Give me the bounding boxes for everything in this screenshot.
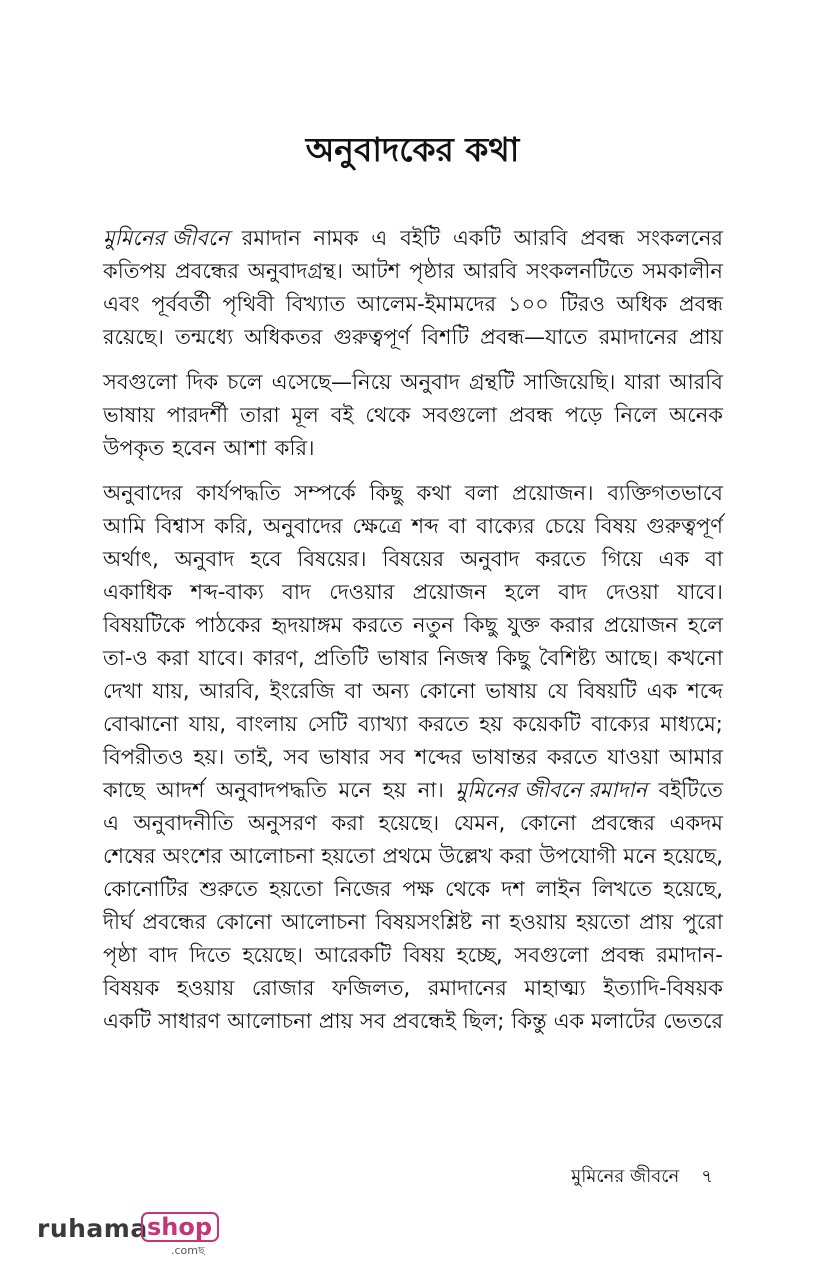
word: যাবে। xyxy=(677,580,723,604)
text-line xyxy=(103,1005,723,1038)
word: বিশটি xyxy=(421,325,469,349)
word: কখনো xyxy=(667,646,723,670)
word: মূল xyxy=(291,403,319,427)
word: আরবি xyxy=(463,259,518,283)
word: বিষয়টিকে xyxy=(103,613,186,637)
word: প্রায় xyxy=(688,325,723,349)
word: বা xyxy=(344,679,363,703)
word: প্রবন্ধ xyxy=(508,403,553,427)
word: বইটিতে xyxy=(658,778,723,802)
word: সেটি xyxy=(307,712,348,736)
word: করা xyxy=(331,811,364,835)
word: প্রবন্ধেই xyxy=(392,1009,456,1033)
italic-book-title: মুমিনের জীবনে রমাদান xyxy=(455,778,648,802)
word: রমাদানের xyxy=(427,976,507,1000)
word: আলোচনা xyxy=(227,1009,312,1033)
word: বাক্যের xyxy=(591,712,650,736)
word: শুরুতে xyxy=(199,877,258,901)
text-line xyxy=(103,366,723,399)
word: এ xyxy=(103,811,119,835)
text-line xyxy=(103,939,723,972)
word: ছিল; xyxy=(462,1009,505,1033)
word: সব xyxy=(283,745,310,769)
word: হয়তো xyxy=(321,844,376,868)
word: ভাষার xyxy=(318,745,370,769)
word: বাদ xyxy=(148,943,178,967)
word: তন্মধ্যে xyxy=(175,325,234,349)
word: এক xyxy=(646,679,678,703)
text-line xyxy=(103,807,723,840)
word: অনুবাদ xyxy=(460,547,520,571)
word: হয় xyxy=(382,778,407,802)
word: আছে। xyxy=(605,646,659,670)
word: কোনোটির xyxy=(103,877,189,901)
word: নামক xyxy=(313,226,359,250)
word: বিপরীতও xyxy=(103,745,184,769)
word: প্রয়োজন xyxy=(603,613,678,637)
word: প্রবন্ধ xyxy=(600,943,645,967)
word: দিতে xyxy=(189,943,231,967)
word: মাহাত্ম্য xyxy=(524,976,586,1000)
word: ভেতরে xyxy=(663,1009,723,1033)
word: পুরো xyxy=(682,910,723,934)
word: আটশ xyxy=(351,259,401,283)
word: অনুবাদ xyxy=(400,370,460,394)
word: ভাষায় xyxy=(485,679,538,703)
word: নতুন xyxy=(412,613,454,637)
word: ব্যক্তিগতভাবে xyxy=(607,481,723,505)
word: বাদ xyxy=(282,580,311,604)
page-number: ৭ xyxy=(701,1166,713,1187)
word: হৃদয়াঙ্গম xyxy=(271,613,343,637)
word: সব xyxy=(379,745,406,769)
word: যায়, xyxy=(152,679,190,703)
word: করি। xyxy=(274,436,315,460)
word: বা xyxy=(705,547,723,571)
text-line xyxy=(103,477,723,510)
text-line xyxy=(103,708,723,741)
word: সবগুলো xyxy=(422,403,497,427)
word: লিখতে xyxy=(592,877,653,901)
text-line xyxy=(103,972,723,1005)
word: ১০০ xyxy=(507,292,549,316)
word: কার্যপদ্ধতি xyxy=(196,481,281,505)
word: মনে xyxy=(623,844,657,868)
word: সবগুলো xyxy=(103,370,178,394)
word: বিষয় xyxy=(594,514,637,538)
word: উল্লেখ xyxy=(438,844,493,868)
word: আলোচনা xyxy=(229,844,315,868)
word: তাই, xyxy=(234,745,274,769)
word: কাছে xyxy=(103,778,145,802)
logo-domain: .comছ xyxy=(171,1244,205,1257)
word: বাংলায় xyxy=(236,712,298,736)
word: দেওয়ার xyxy=(329,580,395,604)
word: অধিকতর xyxy=(244,325,323,349)
word: আশা xyxy=(223,436,267,460)
word: রমাদান xyxy=(241,226,301,250)
text-line xyxy=(103,321,723,354)
word: বিষয়টি xyxy=(577,679,637,703)
word: পক্ষ xyxy=(402,877,434,901)
word: অধিক xyxy=(616,292,668,316)
text-line xyxy=(103,510,723,543)
word: গুরুত্বপূর্ণ xyxy=(333,325,411,349)
word: একটি xyxy=(452,226,502,250)
text-line xyxy=(103,288,723,321)
word: হলে xyxy=(687,613,723,637)
word: আরবি xyxy=(513,226,568,250)
word: এক xyxy=(658,547,690,571)
word: আরেকটি xyxy=(314,943,392,967)
word: আলেম-ইমামদের xyxy=(356,292,497,316)
word: হলে xyxy=(504,580,540,604)
text-line xyxy=(103,399,723,432)
word: বলা xyxy=(464,481,499,505)
word: কিছু xyxy=(496,646,530,670)
word: শব্দ-বাক্য xyxy=(190,580,264,604)
word: সংকলনের xyxy=(637,226,723,250)
word: শব্দ xyxy=(411,514,439,538)
word: বিষয়ের xyxy=(382,547,445,571)
word: প্রবন্ধ xyxy=(679,292,723,316)
text-line xyxy=(103,543,723,576)
word: পৃষ্ঠার xyxy=(409,259,455,283)
word: প্রবন্ধ—যাতে xyxy=(480,325,588,349)
word: হয় xyxy=(479,712,503,736)
logo-brand-right: shop xyxy=(147,1213,213,1241)
text-line xyxy=(103,906,723,939)
word: প্রবন্ধের xyxy=(174,259,239,283)
word: ইংরেজি xyxy=(269,679,335,703)
word: অনুবাদগ্রন্থ। xyxy=(247,259,343,283)
word: টিরও xyxy=(560,292,605,316)
word: শব্দে xyxy=(687,679,723,703)
word: প্রবন্ধের xyxy=(142,910,207,934)
word: হয়েছে, xyxy=(663,844,723,868)
word: নিলে xyxy=(614,403,658,427)
word: করতে xyxy=(535,547,587,571)
word: বইটি xyxy=(400,226,441,250)
text-line xyxy=(103,255,723,288)
word: দীর্ঘ xyxy=(103,910,134,934)
word: অনুবাদনীতি xyxy=(133,811,234,835)
word: এসেছে—নিয়ে xyxy=(271,370,392,394)
word: সাজিয়েছি। xyxy=(523,370,616,394)
word: অনুবাদপদ্ধতি xyxy=(216,778,328,802)
word: দেখা xyxy=(103,679,143,703)
word: হয়। xyxy=(193,745,225,769)
word: কোনো xyxy=(419,679,476,703)
word: একদম xyxy=(669,811,723,835)
word: করা xyxy=(499,844,532,868)
word: পূর্ববর্তী xyxy=(151,292,211,316)
word: তারা xyxy=(240,403,280,427)
word: বৈশিষ্ট্য xyxy=(538,646,597,670)
word: অনুবাদ xyxy=(174,547,235,571)
word: আমি xyxy=(103,514,146,538)
word: কারণ, xyxy=(252,646,305,670)
word: প্রবন্ধের xyxy=(590,811,655,835)
word: নিজস্ব xyxy=(437,646,488,670)
word: মলাটের xyxy=(591,1009,657,1033)
word: প্রবন্ধ xyxy=(580,226,625,250)
word: বিখ্যাত xyxy=(285,292,346,316)
word: অনুবাদের xyxy=(263,514,343,538)
word: সমকালীন xyxy=(642,259,723,283)
text-line xyxy=(103,774,723,807)
word: এবং xyxy=(103,292,140,316)
word: হচ্ছে, xyxy=(456,943,503,967)
word: বিষয় xyxy=(403,943,445,967)
word: পড়ে xyxy=(564,403,603,427)
text-line xyxy=(103,675,723,708)
word: বিষয়সংশ্লিষ্ট xyxy=(375,910,473,934)
word: রমাদানের xyxy=(598,325,678,349)
word: প্রথমে xyxy=(382,844,432,868)
word: কোনো xyxy=(519,811,577,835)
word: কোনো xyxy=(215,910,273,934)
word: একাধিক xyxy=(103,580,173,604)
word: উপযোগী xyxy=(539,844,617,868)
page-title: অনুবাদকের কথা xyxy=(305,130,520,169)
word: যারা xyxy=(624,370,661,394)
word: করার xyxy=(549,613,594,637)
word: একটি xyxy=(103,1009,152,1033)
word: করতে xyxy=(352,613,403,637)
word: সংকলনটিতে xyxy=(526,259,634,283)
word: অনেক xyxy=(669,403,723,427)
word: ফজিলত, xyxy=(332,976,411,1000)
word: পাঠকের xyxy=(195,613,262,637)
logo-brand-left: ruhama xyxy=(37,1214,148,1243)
word: দিক xyxy=(186,370,219,394)
word: যায়, xyxy=(188,712,226,736)
word: বিষয়ক xyxy=(103,976,160,1000)
word: উপকৃত xyxy=(103,436,165,460)
word: শেষের xyxy=(103,844,156,868)
word: অনুবাদের xyxy=(103,481,183,505)
text-line xyxy=(103,741,723,774)
word: গ্রন্থটি xyxy=(468,370,515,394)
word: করি, xyxy=(214,514,254,538)
word: গুরুত্বপূর্ণ xyxy=(646,514,723,538)
word: রয়েছে। xyxy=(103,325,165,349)
word: অনুসরণ xyxy=(248,811,317,835)
word: বাক্যের xyxy=(476,514,535,538)
word: ইত্যাদি-বিষয়ক xyxy=(603,976,723,1000)
word: অংশের xyxy=(162,844,223,868)
word: রমাদান- xyxy=(656,943,723,967)
word: চেয়ে xyxy=(544,514,586,538)
word: হয়েছে। xyxy=(242,943,303,967)
running-header-book-title: মুমিনের জীবনে xyxy=(571,1166,680,1187)
word: কিছু xyxy=(369,481,403,505)
word: রোজার xyxy=(251,976,315,1000)
word: আরবি, xyxy=(199,679,260,703)
word: গিয়ে xyxy=(601,547,643,571)
word: ভাষার xyxy=(377,646,429,670)
word: কিন্তু xyxy=(511,1009,547,1033)
text-line xyxy=(103,609,723,642)
word: বিশ্বাস xyxy=(154,514,205,538)
word: সব xyxy=(359,1009,386,1033)
word: যেমন, xyxy=(453,811,506,835)
word: হওয়ায় xyxy=(509,910,567,934)
page-footer xyxy=(571,1165,713,1189)
word: প্রায় xyxy=(639,910,674,934)
word: কয়েকটি xyxy=(513,712,581,736)
word: করতে xyxy=(418,712,469,736)
word: কতিপয় xyxy=(103,259,167,283)
word: থেকে xyxy=(365,403,411,427)
word: প্রতিটি xyxy=(313,646,369,670)
text-line xyxy=(103,873,723,906)
word: সম্পর্কে xyxy=(294,481,356,505)
word: প্রয়োজন xyxy=(412,580,487,604)
word: বা xyxy=(448,514,467,538)
word: হবে xyxy=(250,547,282,571)
word: ভাষায় xyxy=(103,403,155,427)
word: যে xyxy=(547,679,568,703)
word: বই xyxy=(330,403,354,427)
text-line xyxy=(103,642,723,675)
word: হওয়ায় xyxy=(176,976,235,1000)
word: আরবি xyxy=(669,370,723,394)
word: যাবে। xyxy=(198,646,244,670)
text-line xyxy=(103,576,723,609)
word: কিছু xyxy=(463,613,498,637)
word: ব্যাখ্যা xyxy=(358,712,408,736)
word: শব্দের xyxy=(414,745,463,769)
word: এক xyxy=(553,1009,585,1033)
word: সাধারণ xyxy=(158,1009,221,1033)
word: মাধ্যমে; xyxy=(660,712,723,736)
word: অন্য xyxy=(372,679,410,703)
text-line xyxy=(103,222,723,255)
word: আলোচনা xyxy=(281,910,366,934)
word: বাদ xyxy=(558,580,588,604)
word: হয়েছে। xyxy=(378,811,440,835)
word: না xyxy=(481,910,501,934)
word: লাইন xyxy=(536,877,582,901)
word: নিজের xyxy=(333,877,392,901)
word: প্রায় xyxy=(318,1009,353,1033)
word: করতে xyxy=(547,745,598,769)
word: প্রয়োজন। xyxy=(512,481,594,505)
text-line xyxy=(103,432,723,465)
word: হয়তো xyxy=(269,877,323,901)
body-text xyxy=(103,222,723,1038)
word: যুক্ত xyxy=(507,613,540,637)
word: কথা xyxy=(416,481,452,505)
word: করা xyxy=(156,646,190,670)
word: ক্ষেত্রে xyxy=(352,514,402,538)
word: মনে xyxy=(338,778,372,802)
word: থেকে xyxy=(444,877,491,901)
word: দেওয়া xyxy=(605,580,659,604)
word: অর্থাৎ, xyxy=(103,547,159,571)
word: হবেন xyxy=(172,436,216,460)
word: বোঝানো xyxy=(103,712,179,736)
text-line xyxy=(103,840,723,873)
word: হয়েছে, xyxy=(663,877,723,901)
word: আমার xyxy=(669,745,723,769)
word: সবগুলো xyxy=(514,943,589,967)
word: চলে xyxy=(227,370,263,394)
word: আদর্শ xyxy=(156,778,205,802)
word: হয়তো xyxy=(576,910,630,934)
word: ভাষান্তর xyxy=(471,745,538,769)
word: পারদর্শী xyxy=(166,403,229,427)
word: তা-ও xyxy=(103,646,148,670)
italic-book-title: মুমিনের জীবনে xyxy=(103,226,229,250)
word: দশ xyxy=(501,877,525,901)
word: বিষয়ের। xyxy=(297,547,367,571)
word: না। xyxy=(417,778,444,802)
word: পৃষ্ঠা xyxy=(103,943,138,967)
word: যাওয়া xyxy=(607,745,660,769)
word: পৃথিবী xyxy=(222,292,275,316)
word: এ xyxy=(371,226,388,250)
